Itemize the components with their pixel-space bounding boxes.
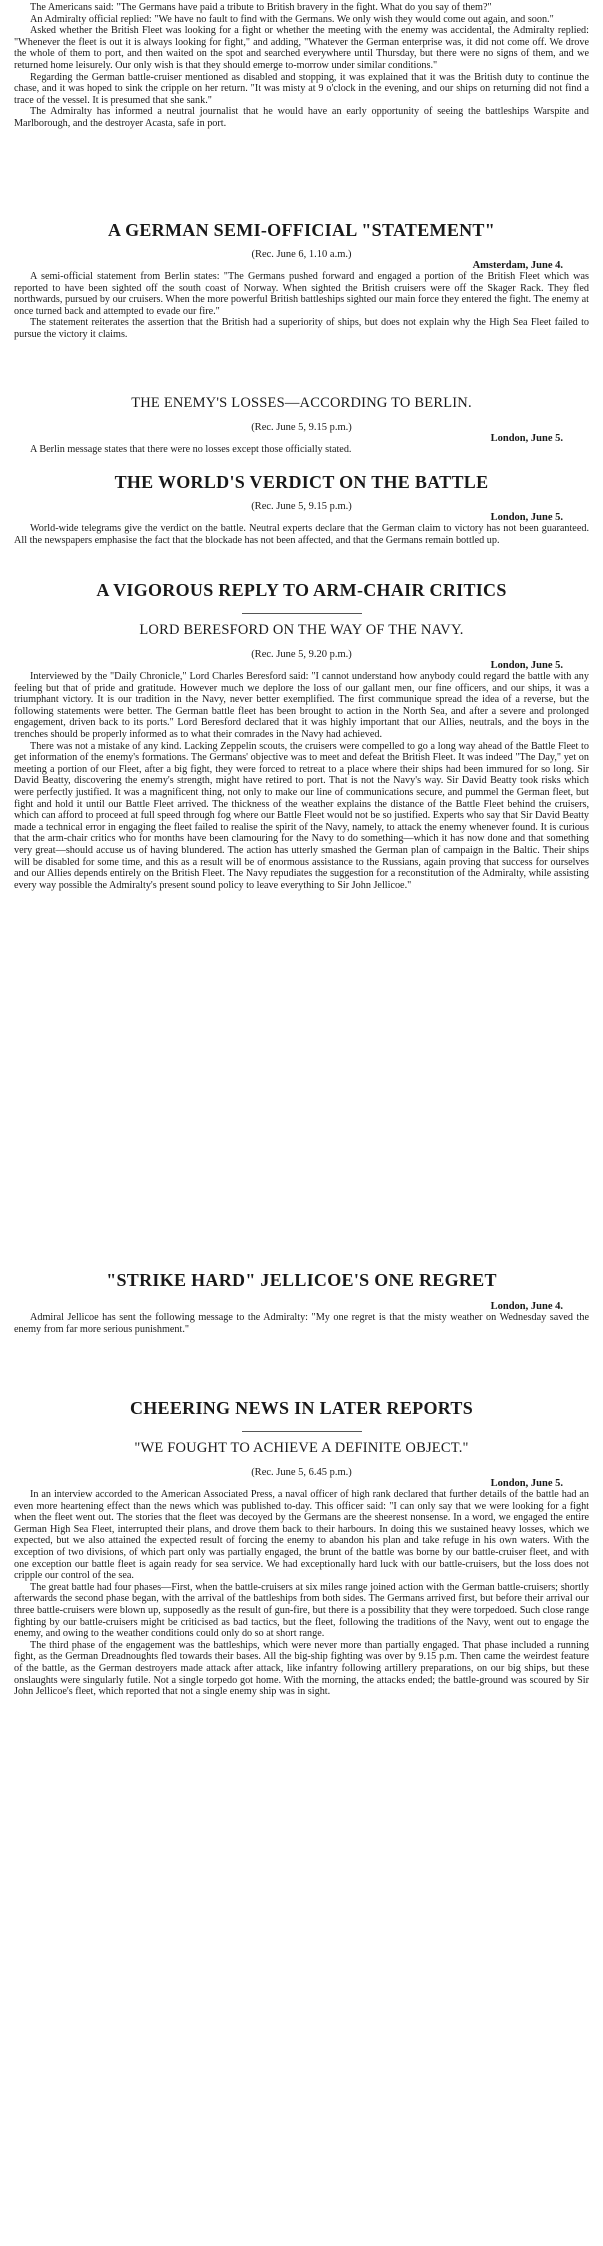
dateline: London, June 4. [490,1301,563,1312]
subhead-beresford: LORD BERESFORD ON THE WAY OF THE NAVY. [139,622,464,638]
jellicoe-regret-section [0,1270,603,1335]
article-paragraph: A Berlin message states that there were no losses except those officially stated. [30,444,352,455]
article-paragraph: The third phase of the engagement was the battleships, which were never more than partially engaged. That phase included a running fight, as the German Dreadnoughts fled towards their bases. All the big-ship fighting was over by 9.15 p.m. Then came the weirdest feature of the battle, as the German destroyers made attack after attack, like infantry following artillery preparations, on our big ships, but these onslaughts were singularly futile. Not a single torpedo got home. With the morning, the attacks ended; the battle-ground was scoured by Sir John Jellicoe's fleet, which reported that not a single enemy ship was in sight. [14,1639,589,1698]
cheering-news-section [0,1398,603,1698]
received-time: (Rec. June 5, 9.20 p.m.) [251,649,352,660]
world-verdict-section [0,472,603,546]
intro-paragraph-3: Asked whether the British Fleet was looking for a fight or whether the meeting with the enemy was accidental, the Admiralty replied: "Whenever the fleet is out it is always looking for fight," and adding, "Whatever the German enterprise was, it did not come off. We drove the whole of them to port, and then waited on the spot and searched everywhere until Thursday, but there were no signs of them, and we returned home leisurely. Our only wish is that they should emerge to-morrow under similar conditions." [14,25,589,71]
subhead-definite-object: "WE FOUGHT TO ACHIEVE A DEFINITE OBJECT." [134,1440,469,1456]
received-time: (Rec. June 5, 9.15 p.m.) [251,501,352,512]
received-time: (Rec. June 5, 6.45 p.m.) [251,1467,352,1478]
dateline: London, June 5. [490,1478,563,1489]
headline-jellicoe-regret: "STRIKE HARD" JELLICOE'S ONE REGRET [106,1270,497,1290]
intro-paragraph-5: The Admiralty has informed a neutral journalist that he would have an early opportunity of seeing the battleships Warspite and Marlborough, and the destroyer Acasta, safe in port. [14,106,589,129]
intro-section [0,2,603,130]
article-paragraph: The statement reiterates the assertion that the British had a superiority of ships, but does not explain why the High Sea Fleet failed to pursue the victory it claims. [14,317,589,340]
headline-armchair-critics: A VIGOROUS REPLY TO ARM-CHAIR CRITICS [96,580,507,600]
article-paragraph: Interviewed by the "Daily Chronicle," Lord Charles Beresford said: "I cannot understand how anybody could regard the battle with any feeling but that of pride and gratitude. However much we deplore the loss of our gallant men, our fine officers, and our ships, it was a triumphant victory. It is our tradition in the Navy, never better exemplified. The first communique spread the idea of a reverse, but the following statements were better. The German battle fleet has been brought to action in the North Sea, and after a severe and prolonged engagement, driven back to its ports." Lord Beresford declared that it was highly important that our Allies, neutrals, and the boys in the trenches should be properly informed as to what their comrades in the Navy had achieved. [14,671,589,740]
divider [242,613,362,614]
article-paragraph: Admiral Jellicoe has sent the following message to the Admiralty: "My one regret is that the misty weather on Wednesday saved the enemy from far more serious punishment." [14,1312,589,1335]
article-paragraph: World-wide telegrams give the verdict on the battle. Neutral experts declare that the German claim to victory has not been guaranteed. All the newspapers emphasise the fact that the blockade has not been affected, and that the Germans remain bottled up. [14,523,589,546]
dateline: London, June 5. [490,433,563,444]
armchair-critics-section [0,580,603,891]
headline-cheering-news: CHEERING NEWS IN LATER REPORTS [129,1398,474,1418]
received-time: (Rec. June 6, 1.10 a.m.) [251,249,352,260]
article-paragraph: There was not a mistake of any kind. Lacking Zeppelin scouts, the cruisers were compelled to go a long way ahead of the Battle Fleet to get information of the enemy's formations. The Germans' objective was to meet and defeat the British Fleet. It was indeed "The Day," yet on meeting a portion of our Fleet, after a big fight, they were forced to retreat to a place where their ships had been immured for so long. Sir David Beatty, discovering the enemy's strength, might have retired to port. That is not the Navy's way. Sir David Beatty took risks which were perfectly justified. It was a magnificent thing, not only to make our line of communications secure, and pummel the German fleet, but fight and hold it until our Battle Fleet arrived. The thickness of the weather explains the distance of the Battle Fleet behind the cruisers, which can afford to proceed at full speed through fog where our Battle Fleet would not be so justified. Experts who say that Sir David Beatty made a technical error in engaging the fleet failed to realise the spirit of the Navy, namely, to attack the enemy whenever found. It is curious that the arm-chair critics who for months have been clamouring for the Navy to do something—which it has now done and that something very great—should accuse us of having blundered. The action has utterly smashed the German plan of campaign in the Baltic. Their ships will be disabled for some time, and this as a result will be of enormous assistance to the Russians, again proving that success for ourselves and our Allies depends entirely on the British Fleet. The Navy repudiates the suggestion for a reconstitution of the Admiralty, while assisting every way possible the Admiralty's present sound policy to leave everything to Sir John Jellicoe." [14,740,589,891]
received-time: (Rec. June 5, 9.15 p.m.) [251,422,352,433]
headline-german-statement: A GERMAN SEMI-OFFICIAL "STATEMENT" [107,220,496,240]
intro-paragraph-1: The Americans said: "The Germans have paid a tribute to British bravery in the fight. What do you say of them?" [30,2,492,13]
article-paragraph: In an interview accorded to the American Associated Press, a naval officer of high rank declared that further details of the battle had an even more heartening effect than the news which was published to-day. This officer said: "I can only say that we were looking for a fight when the fleet went out. The stories that the fleet was decoyed by the Germans are the sheerest nonsense. In a word, we engaged the entire German High Sea Fleet, interrupted their plans, and drove them back to their harbours. In doing this we sustained heavy losses, which we expected, but we also attained the expected result of forcing the enemy to abandon his plan and take refuge in his own waters. With the exception of two divisions, of which part only was partially engaged, the brunt of the battle was borne by our battle-cruiser fleet, and with one exception our battle fleet is again ready for sea service. We had exceptionally hard luck with our battle-cruisers, but the loss does not cripple our control of the sea. [14,1489,589,1582]
divider [242,1431,362,1432]
headline-enemy-losses: THE ENEMY'S LOSSES—ACCORDING TO BERLIN. [131,395,472,411]
dateline: Amsterdam, June 4. [472,260,563,271]
headline-world-verdict: THE WORLD'S VERDICT ON THE BATTLE [114,472,489,492]
article-paragraph: A semi-official statement from Berlin states: "The Germans pushed forward and engaged a portion of the British Fleet which was reported to have been sighted off the south coast of Norway. When sighted the British cruisers were off the Skager Rack. They fled northwards, pursued by our cruisers. When the more powerful British battleships sighted our main force they entered the fight. The enemy at once turned back and attempted to evade our fire." [14,271,589,317]
german-statement-section [0,220,603,341]
enemy-losses-section [0,395,603,456]
intro-paragraph-4: Regarding the German battle-cruiser mentioned as disabled and stopping, it was explained that it was the British duty to continue the chase, and it was hoped to sink the cripple on her return. "It was misty at 9 o'clock in the evening, and our ships on returning did not find a trace of the vessel. It is presumed that she sank." [14,71,589,106]
intro-paragraph-2: An Admiralty official replied: "We have no fault to find with the Germans. We only wish they would come out again, and soon." [30,13,554,25]
dateline: London, June 5. [490,660,563,671]
article-paragraph: The great battle had four phases—First, when the battle-cruisers at six miles range joined action with the German battle-cruisers; shortly afterwards the second phase began, with the arrival of the battleships from both sides. The Germans arrived first, but before their arrival our three battle-cruisers were blown up, supposedly as the result of gun-fire, but there is a possibility that they were torpedoed. Such close range fighting by our battle-cruisers might be criticised as bad tactics, but the fleet, following the traditions of the Navy, went out to engage the enemy, and owing to the weather conditions could only do so at short range. [14,1581,589,1640]
dateline: London, June 5. [490,512,563,523]
